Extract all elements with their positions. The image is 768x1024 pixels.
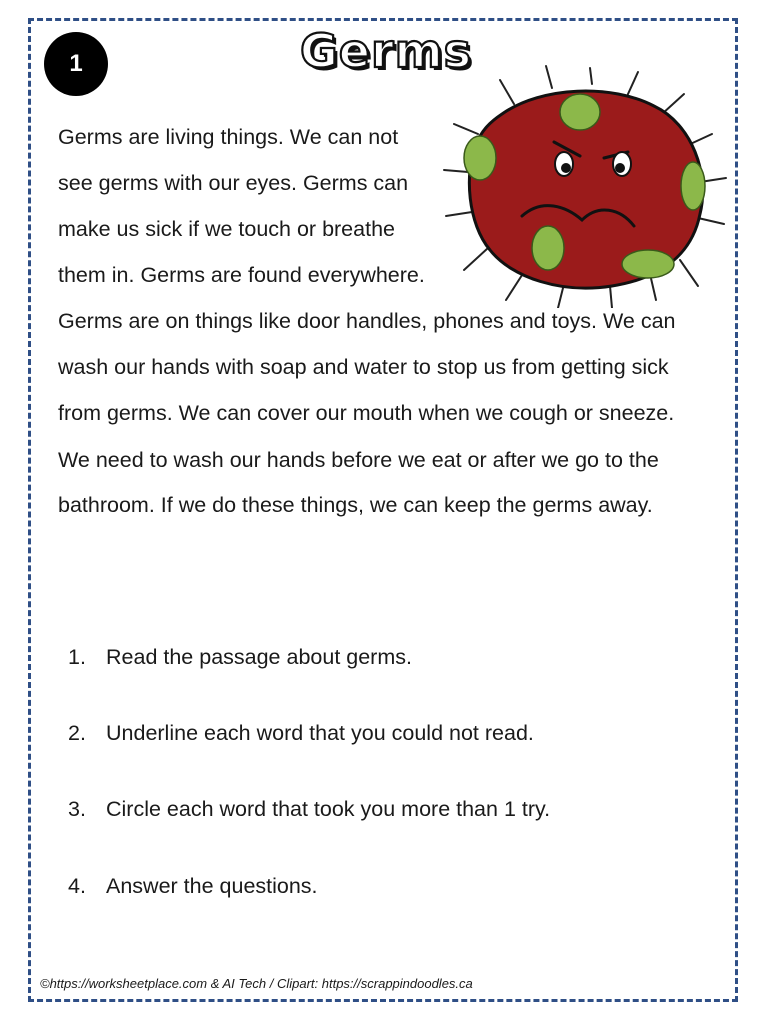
- instruction-item: [68, 645, 412, 670]
- passage-line: see germs with our eyes. Germs can: [58, 171, 409, 195]
- germ-illustration: [442, 64, 732, 308]
- copyright-footer: ©https://worksheetplace.com & AI Tech / Clipart: https://scrappindoodles.ca: [40, 976, 473, 991]
- passage-line: We need to wash our hands before we eat or after we go to the: [58, 448, 659, 472]
- instruction-number: 4.: [68, 874, 86, 898]
- instruction-item: [68, 874, 318, 899]
- passage-line: make us sick if we touch or breathe: [58, 217, 395, 241]
- passage-line: Germs are on things like door handles, phones and toys. We can: [58, 309, 676, 333]
- instruction-text: Answer the questions.: [106, 874, 318, 898]
- instruction-number: 2.: [68, 721, 86, 745]
- passage-line: wash our hands with soap and water to stop us from getting sick: [58, 355, 669, 379]
- instruction-number: 3.: [68, 797, 86, 821]
- instruction-number: 1.: [68, 645, 86, 669]
- passage-line: bathroom. If we do these things, we can keep the germs away.: [58, 493, 653, 517]
- page-number-badge: 1: [44, 32, 108, 96]
- passage-line: Germs are living things. We can not: [58, 125, 399, 149]
- instruction-item: [68, 797, 550, 822]
- instruction-text: Circle each word that took you more than 1 try.: [106, 797, 551, 821]
- passage-line: from germs. We can cover our mouth when we cough or sneeze.: [58, 401, 675, 425]
- instruction-text: Read the passage about germs.: [106, 645, 412, 669]
- instruction-item: [68, 721, 534, 746]
- passage-line: them in. Germs are found everywhere.: [58, 263, 425, 287]
- instruction-text: Underline each word that you could not read.: [106, 721, 534, 745]
- page-title: Germs: [300, 24, 472, 78]
